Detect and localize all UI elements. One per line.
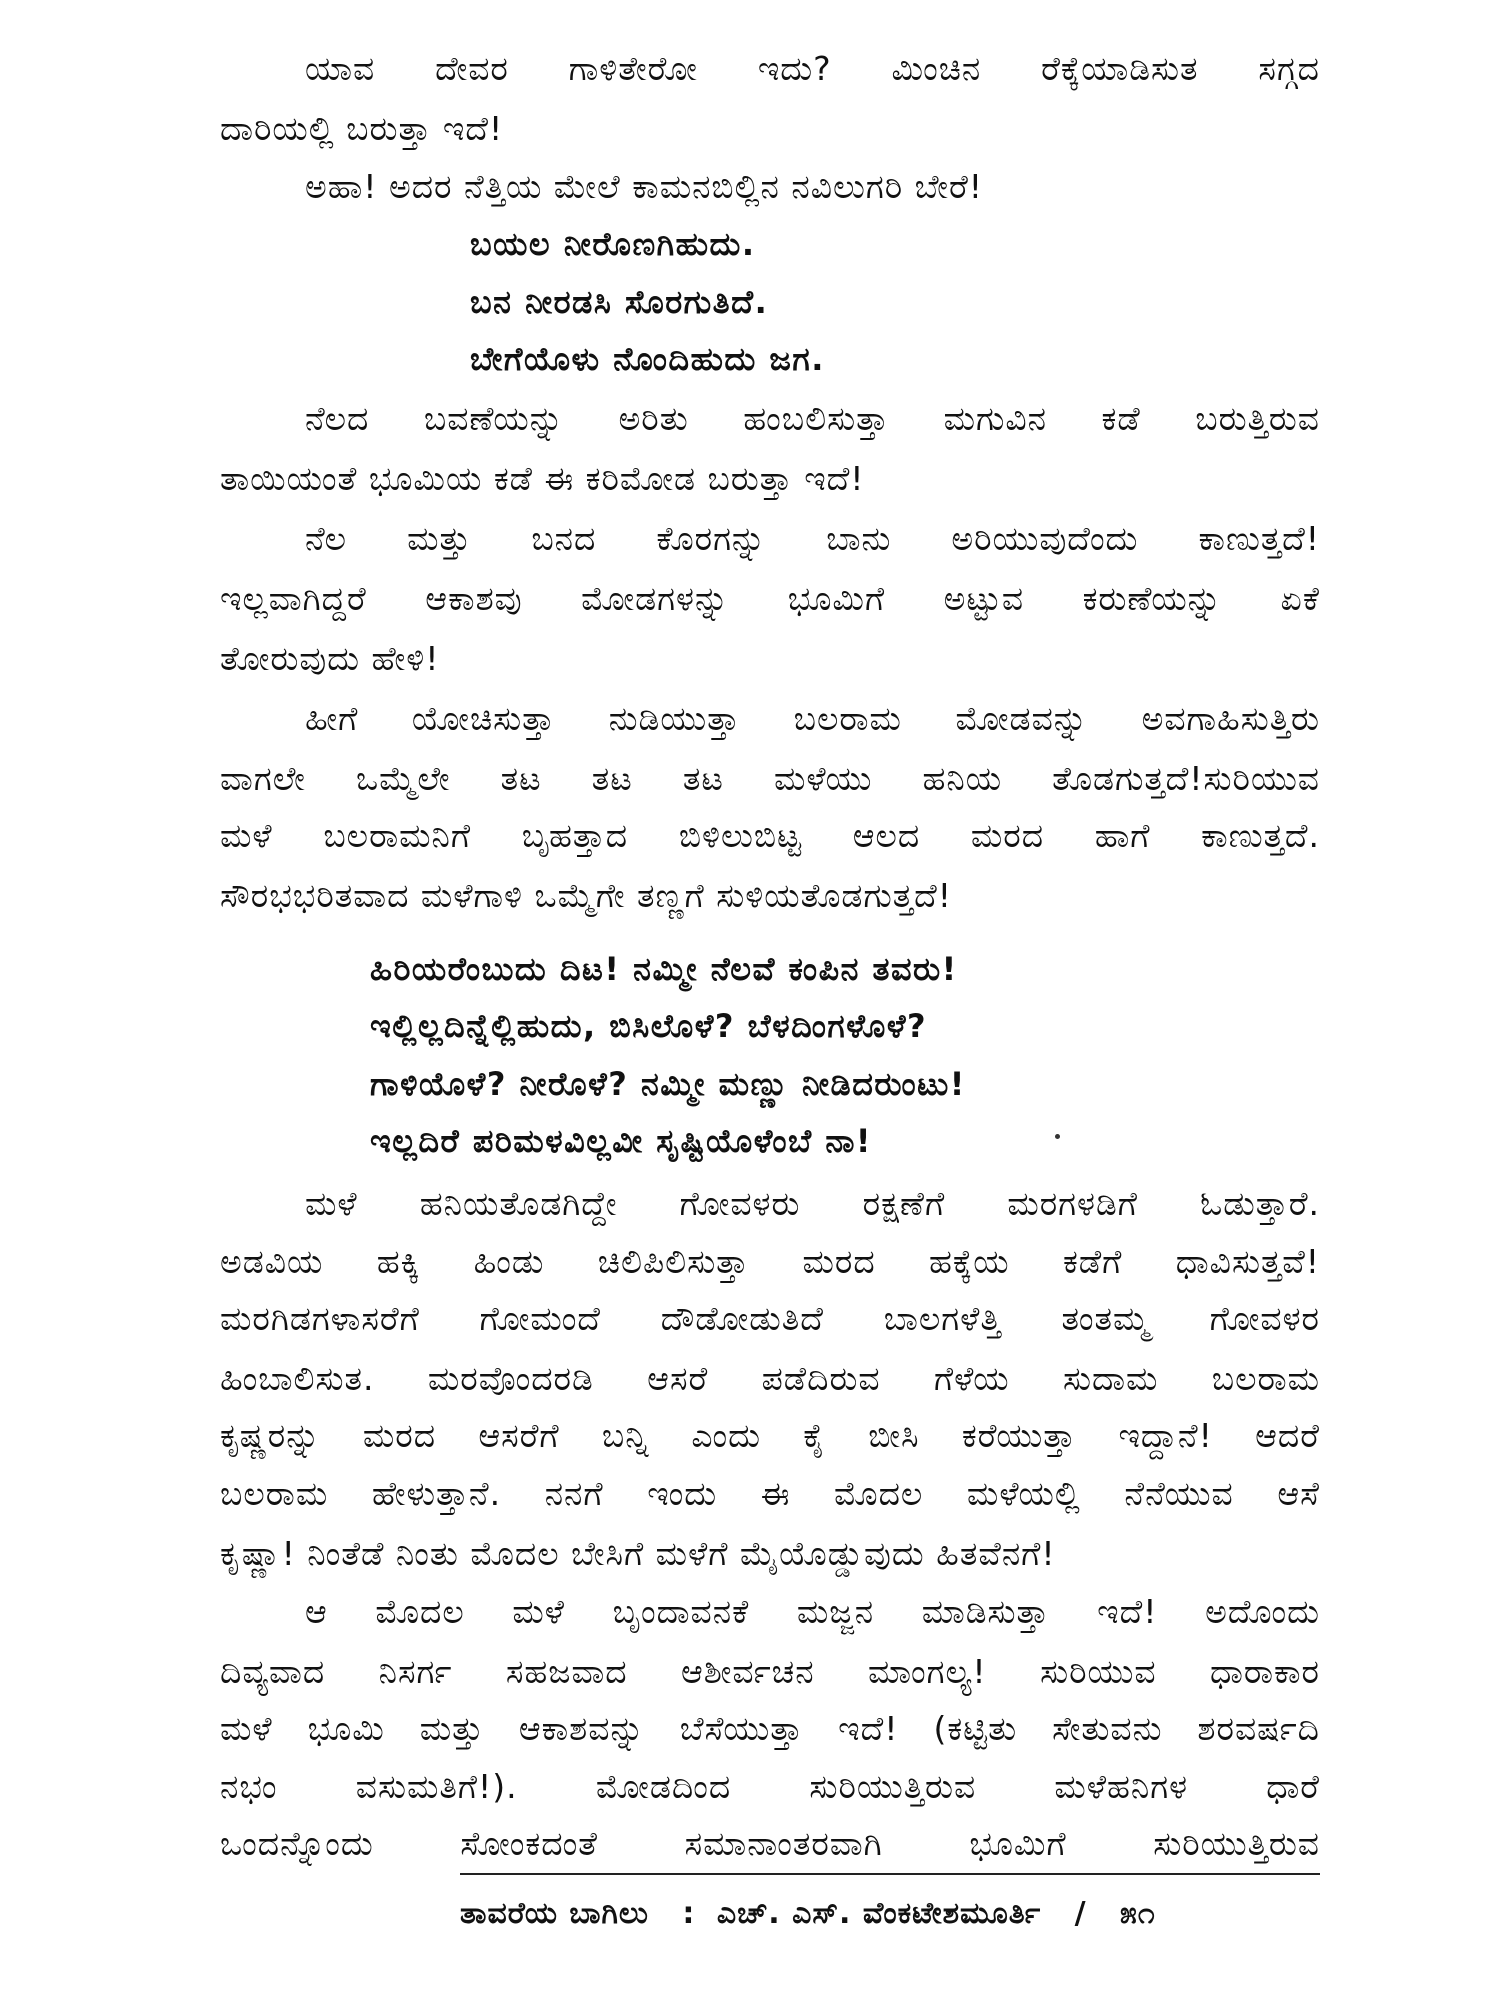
paragraph-6-line-3: ಮರಗಿಡಗಳಾಸರೆಗೆ ಗೋಮಂದೆ ದೌಡೋಡುತಿದೆ ಬಾಲಗಳೆತ್ತಿ ತಂತಮ್ಮ ಗೋವಳರ [220, 1299, 1320, 1338]
paragraph-2-line-1: ಅಹಾ! ಅದರ ನೆತ್ತಿಯ ಮೇಲೆ ಕಾಮನಬಿಲ್ಲಿನ ನವಿಲುಗರಿ ಬೇರೆ! [305, 167, 984, 206]
paragraph-6-line-6: ಬಲರಾಮ ಹೇಳುತ್ತಾನೆ. ನನಗೆ ಇಂದು ಈ ಮೊದಲ ಮಳೆಯಲ್ಲಿ ನೆನೆಯುವ ಆಸೆ [220, 1474, 1320, 1513]
stanza-2-line-1: ಹಿರಿಯರೆಂಬುದು ದಿಟ! ನಮ್ಮೀ ನೆಲವೆ ಕಂಪಿನ ತವರು! [370, 950, 958, 988]
stanza-1-line-2: ಬನ ನೀರಡಸಿ ಸೊರಗುತಿದೆ. [470, 283, 769, 321]
paragraph-5-line-2: ವಾಗಲೇ ಒಮ್ಮೆಲೇ ತಟ ತಟ ತಟ ಮಳೆಯು ಹನಿಯ ತೊಡಗುತ್ತದೆ!ಸುರಿಯುವ [220, 759, 1320, 798]
stanza-1-line-1: ಬಯಲ ನೀರೊಣಗಿಹುದು. [470, 225, 756, 263]
stanza-2-line-3: ಗಾಳಿಯೊಳೆ? ನೀರೊಳೆ? ನಮ್ಮೀ ಮಣ್ಣು ನೀಡಿದರುಂಟು! [370, 1065, 966, 1103]
paragraph-4-line-3: ತೋರುವುದು ಹೇಳಿ! [220, 639, 440, 678]
paragraph-4-line-1: ನೆಲ ಮತ್ತು ಬನದ ಕೊರಗನ್ನು ಬಾನು ಅರಿಯುವುದೆಂದು ಕಾಣುತ್ತದೆ! [305, 519, 1320, 558]
stanza-1-line-3: ಬೇಗೆಯೊಳು ನೊಂದಿಹುದು ಜಗ. [470, 340, 825, 378]
paragraph-6-line-1: ಮಳೆ ಹನಿಯತೊಡಗಿದ್ದೇ ಗೋವಳರು ರಕ್ಷಣೆಗೆ ಮರಗಳಡಿಗೆ ಓಡುತ್ತಾರೆ. [305, 1184, 1320, 1223]
page-footer [460, 1890, 1320, 1938]
paragraph-4-line-2: ಇಲ್ಲವಾಗಿದ್ದರೆ ಆಕಾಶವು ಮೋಡಗಳನ್ನು ಭೂಮಿಗೆ ಅಟ್ಟುವ ಕರುಣೆಯನ್ನು ಏಕೆ [220, 579, 1320, 618]
stray-dot [1055, 1134, 1060, 1139]
paragraph-5-line-4: ಸೌರಭಭರಿತವಾದ ಮಳೆಗಾಳಿ ಒಮ್ಮೆಗೇ ತಣ್ಣಗೆ ಸುಳಿಯತೊಡಗುತ್ತದೆ! [220, 876, 952, 915]
footer-slash: / [1074, 1896, 1087, 1931]
paragraph-7-line-3: ಮಳೆ ಭೂಮಿ ಮತ್ತು ಆಕಾಶವನ್ನು ಬೆಸೆಯುತ್ತಾ ಇದೆ! (ಕಟ್ಟಿತು ಸೇತುವನು ಶರವರ್ಷದಿ [220, 1709, 1320, 1748]
author-name: ಎಚ್. ಎಸ್. ವೆಂಕಟೇಶಮೂರ್ತಿ [716, 1896, 1042, 1931]
stanza-2-line-2: ಇಲ್ಲಿಲ್ಲದಿನ್ನೆಲ್ಲಿಹುದು, ಬಿಸಿಲೊಳೆ? ಬೆಳದಿಂಗಳೊಳೆ? [370, 1007, 928, 1045]
footer-separator: : [682, 1896, 696, 1931]
paragraph-7-line-1: ಆ ಮೊದಲ ಮಳೆ ಬೃಂದಾವನಕೆ ಮಜ್ಜನ ಮಾಡಿಸುತ್ತಾ ಇದೆ! ಅದೊಂದು [305, 1592, 1320, 1631]
book-title: ತಾವರೆಯ ಬಾಗಿಲು [460, 1896, 649, 1931]
paragraph-5-line-3: ಮಳೆ ಬಲರಾಮನಿಗೆ ಬೃಹತ್ತಾದ ಬಿಳಿಲುಬಿಟ್ಟ ಆಲದ ಮರದ ಹಾಗೆ ಕಾಣುತ್ತದೆ. [220, 816, 1320, 855]
paragraph-6-line-5: ಕೃಷ್ಣರನ್ನು ಮರದ ಆಸರೆಗೆ ಬನ್ನಿ ಎಂದು ಕೈ ಬೀಸಿ ಕರೆಯುತ್ತಾ ಇದ್ದಾನೆ! ಆದರೆ [220, 1416, 1320, 1455]
paragraph-3-line-2: ತಾಯಿಯಂತೆ ಭೂಮಿಯ ಕಡೆ ಈ ಕರಿಮೋಡ ಬರುತ್ತಾ ಇದೆ! [220, 459, 865, 498]
paragraph-5-line-1: ಹೀಗೆ ಯೋಚಿಸುತ್ತಾ ನುಡಿಯುತ್ತಾ ಬಲರಾಮ ಮೋಡವನ್ನು ಅವಗಾಹಿಸುತ್ತಿರು [305, 699, 1320, 738]
paragraph-7-line-2: ದಿವ್ಯವಾದ ನಿಸರ್ಗ ಸಹಜವಾದ ಆಶೀರ್ವಚನ ಮಾಂಗಲ್ಯ! ಸುರಿಯುವ ಧಾರಾಕಾರ [220, 1652, 1320, 1691]
paragraph-1-line-2: ದಾರಿಯಲ್ಲಿ ಬರುತ್ತಾ ಇದೆ! [220, 109, 504, 148]
paragraph-7-line-5: ಒಂದನ್ನೊಂದು ಸೋಂಕದಂತೆ ಸಮಾನಾಂತರವಾಗಿ ಭೂಮಿಗೆ ಸುರಿಯುತ್ತಿರುವ [220, 1824, 1320, 1863]
page-number: ೫೧ [1120, 1896, 1156, 1931]
footer-rule [460, 1873, 1320, 1875]
stanza-2-line-4: ಇಲ್ಲದಿರೆ ಪರಿಮಳವಿಲ್ಲವೀ ಸೃಷ್ಟಿಯೊಳೆಂಬೆ ನಾ! [370, 1122, 873, 1160]
paragraph-1-line-1: ಯಾವ ದೇವರ ಗಾಳಿತೇರೋ ಇದು? ಮಿಂಚಿನ ರೆಕ್ಕೆಯಾಡಿಸುತ ಸಗ್ಗದ [305, 49, 1320, 88]
paragraph-6-line-7: ಕೃಷ್ಣಾ! ನಿಂತೆಡೆ ನಿಂತು ಮೊದಲ ಬೇಸಿಗೆ ಮಳೆಗೆ ಮೈಯೊಡ್ಡುವುದು ಹಿತವೆನಗೆ! [220, 1534, 1056, 1573]
paragraph-3-line-1: ನೆಲದ ಬವಣೆಯನ್ನು ಅರಿತು ಹಂಬಲಿಸುತ್ತಾ ಮಗುವಿನ ಕಡೆ ಬರುತ್ತಿರುವ [305, 399, 1320, 438]
paragraph-6-line-4: ಹಿಂಬಾಲಿಸುತ. ಮರವೊಂದರಡಿ ಆಸರೆ ಪಡೆದಿರುವ ಗೆಳೆಯ ಸುದಾಮ ಬಲರಾಮ [220, 1359, 1320, 1398]
paragraph-7-line-4: ನಭಂ ವಸುಮತಿಗೆ!). ಮೋಡದಿಂದ ಸುರಿಯುತ್ತಿರುವ ಮಳೆಹನಿಗಳ ಧಾರೆ [220, 1767, 1320, 1806]
paragraph-6-line-2: ಅಡವಿಯ ಹಕ್ಕಿ ಹಿಂಡು ಚಿಲಿಪಿಲಿಸುತ್ತಾ ಮರದ ಹಕ್ಕೆಯ ಕಡೆಗೆ ಧಾವಿಸುತ್ತವೆ! [220, 1242, 1320, 1281]
